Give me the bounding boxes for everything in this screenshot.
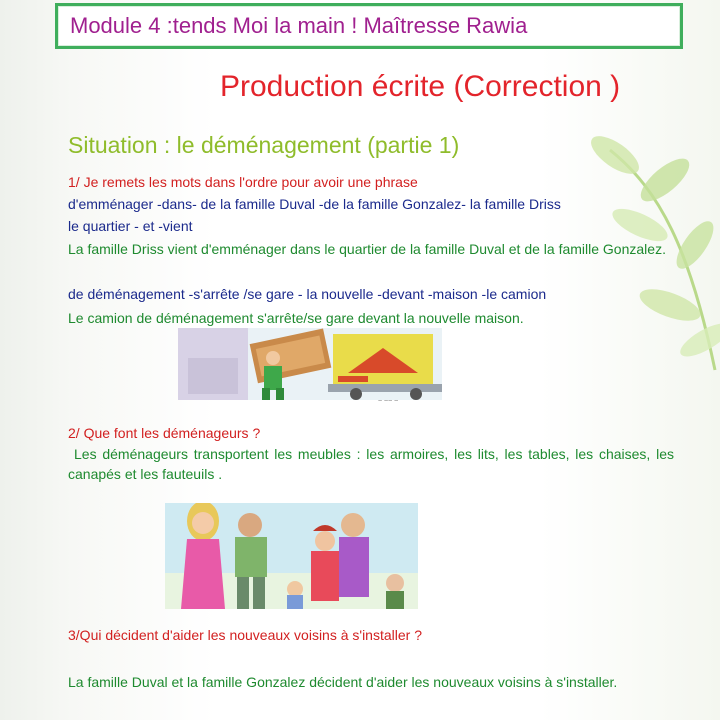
families-illustration (165, 503, 418, 609)
page-title: Production écrite (Correction ) (220, 70, 621, 103)
illustration-watermark: ~ ~~ ~ (378, 398, 399, 405)
answer-2: Le camion de déménagement s'arrête/se gare devant la nouvelle maison. (68, 310, 524, 326)
module-header-box (55, 3, 683, 49)
scrambled-words-1-line-2: le quartier - et -vient (68, 218, 193, 234)
answer-section-2: Les déménageurs transportent les meubles : les armoires, les lits, les tables, les chaises, les canapés et les fauteuils . (68, 446, 674, 482)
answer-1: La famille Driss vient d'emménager dans le quartier de la famille Duval et de la famille Gonzalez. (68, 241, 666, 257)
movers-truck-illustration (178, 328, 442, 400)
question-1: 1/ Je remets les mots dans l'ordre pour avoir une phrase (68, 174, 418, 190)
answer-section-3: La famille Duval et la famille Gonzalez décident d'aider les nouveaux voisins à s'installer. (68, 674, 618, 690)
scrambled-words-1-line-1: d'emménager -dans- de la famille Duval -de la famille Gonzalez- la famille Driss (68, 196, 561, 212)
question-3: 3/Qui décident d'aider les nouveaux voisins à s'installer ? (68, 627, 422, 643)
scrambled-words-2: de déménagement -s'arrête /se gare - la nouvelle -devant -maison -le camion (68, 286, 547, 302)
question-2: 2/ Que font les déménageurs ? (68, 425, 261, 441)
situation-heading: Situation : le déménagement (partie 1) (68, 132, 460, 158)
module-title: Module 4 :tends Moi la main ! Maîtresse Rawia (70, 13, 528, 38)
